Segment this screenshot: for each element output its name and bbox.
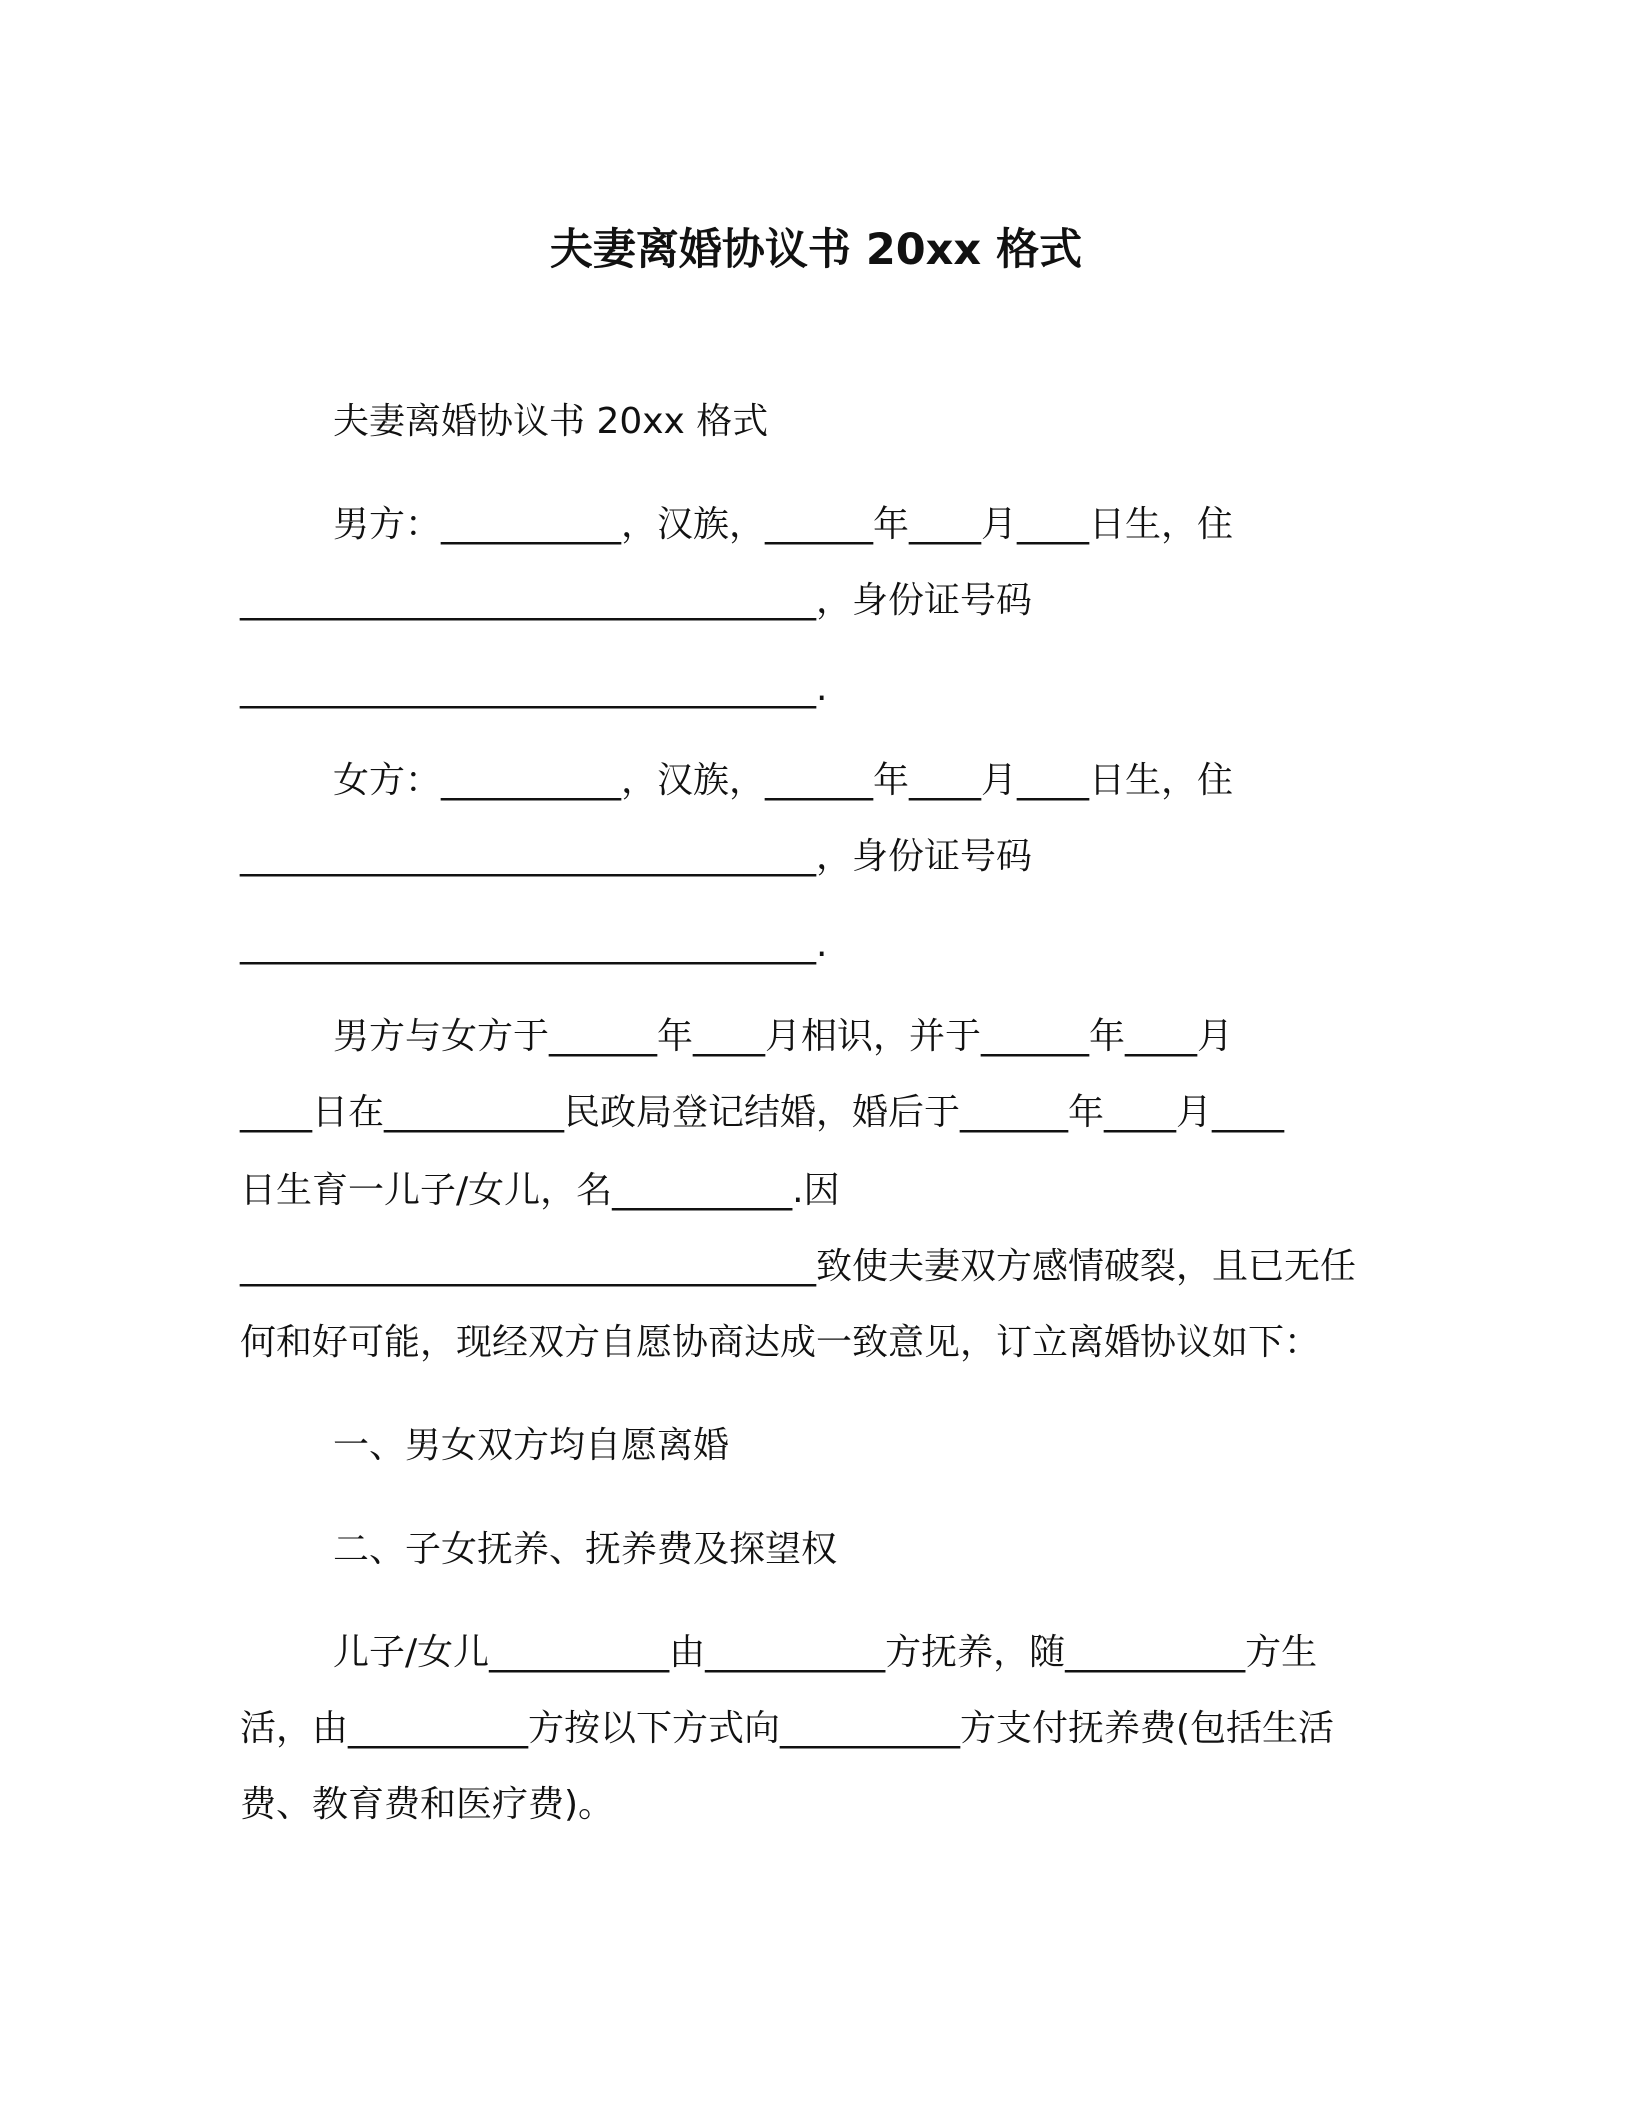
female-party-line: 女方：__________，汉族，______年____月____日生，住	[333, 760, 1234, 801]
custody-paragraph-line-2: 活，由__________方按以下方式向__________方支付抚养费(包括生活	[240, 1708, 1335, 1749]
document-title: 夫妻离婚协议书 20xx 格式	[549, 225, 1083, 275]
marriage-paragraph-line-3: 日生育一儿子/女儿，名__________.因	[240, 1170, 840, 1211]
female-address-line: ________________________________，身份证号码	[240, 836, 1033, 877]
marriage-paragraph-line-2: ____日在__________民政局登记结婚，婚后于______年____月____	[240, 1092, 1285, 1133]
custody-paragraph-line-3: 费、教育费和医疗费)。	[240, 1784, 615, 1825]
male-party-line: 男方：__________，汉族，______年____月____日生，住	[333, 504, 1234, 545]
marriage-paragraph-line-5: 何和好可能，现经双方自愿协商达成一致意见，订立离婚协议如下：	[240, 1322, 1321, 1363]
subtitle-line: 夫妻离婚协议书 20xx 格式	[333, 401, 769, 442]
male-address-line: ________________________________，身份证号码	[240, 580, 1033, 621]
marriage-paragraph-line-4: ________________________________致使夫妻双方感情破裂，且已无任	[240, 1246, 1357, 1287]
marriage-paragraph-line-1: 男方与女方于______年____月相识，并于______年____月	[333, 1016, 1234, 1057]
clause-2-heading: 二、子女抚养、抚养费及探望权	[333, 1529, 838, 1570]
custody-paragraph-line-1: 儿子/女儿__________由__________方抚养，随__________方生	[333, 1632, 1318, 1673]
clause-1-heading: 一、男女双方均自愿离婚	[333, 1425, 730, 1466]
female-id-number-line: ________________________________.	[240, 924, 828, 965]
male-id-number-line: ________________________________.	[240, 668, 828, 709]
